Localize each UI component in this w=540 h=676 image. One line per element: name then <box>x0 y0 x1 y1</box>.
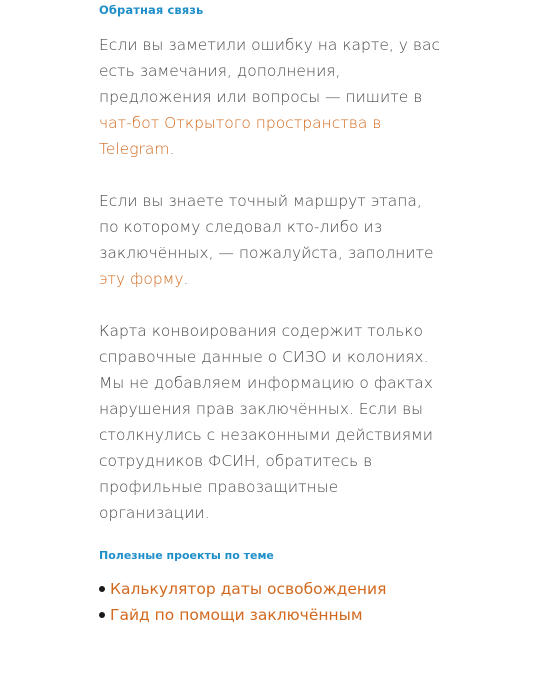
release-date-calculator-link[interactable]: Калькулятор даты освобождения <box>110 580 387 598</box>
route-form-link[interactable]: эту форму <box>99 270 184 288</box>
feedback-paragraph-route-form <box>99 188 444 292</box>
telegram-chatbot-link[interactable]: чат-бот Открытого пространства в Telegram <box>99 114 382 158</box>
list-item <box>99 602 444 628</box>
bullet-icon <box>99 612 105 618</box>
related-projects-list <box>99 576 444 628</box>
feedback-paragraph-disclaimer: Карта конвоирования содержит только справочные данные о СИЗО и колониях. Мы не добавляем информацию о фактах нарушения прав заключённых. Если вы столкнулись с незаконными действиями сотрудников ФСИН, обратитесь в профильные правозащитные организации. <box>99 322 433 522</box>
feedback-paragraph-telegram-text: Если вы заметили ошибку на карте, у вас есть замечания, дополнения, предложения или вопросы — пишите в <box>99 36 440 106</box>
list-item <box>99 576 444 602</box>
related-projects-heading: Полезные проекты по теме <box>99 549 274 562</box>
feedback-section <box>99 0 444 628</box>
bullet-icon <box>99 586 105 592</box>
prisoner-help-guide-link[interactable]: Гайд по помощи заключённым <box>110 606 363 624</box>
feedback-heading: Обратная связь <box>99 3 204 17</box>
feedback-paragraph-telegram-end: . <box>169 140 175 158</box>
feedback-paragraph-route-text: Если вы знаете точный маршрут этапа, по которому следовал кто-либо из заключённых, — пожалуйста, заполните <box>99 192 434 262</box>
feedback-paragraph-telegram <box>99 32 444 162</box>
feedback-paragraph-route-end: . <box>183 270 189 288</box>
